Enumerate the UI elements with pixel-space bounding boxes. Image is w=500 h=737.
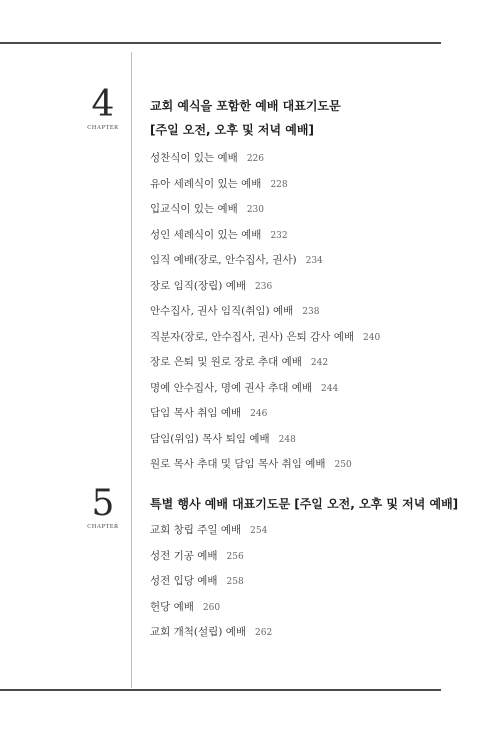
chapter-4-section bbox=[150, 94, 380, 478]
entry-title: 명예 안수집사, 명예 권사 추대 예배 bbox=[150, 381, 313, 394]
entry-page: 234 bbox=[305, 256, 323, 266]
toc-entry[interactable] bbox=[150, 350, 380, 376]
divider-line bbox=[131, 52, 132, 688]
entry-title: 안수집사, 권사 임직(취임) 예배 bbox=[150, 305, 294, 317]
toc-entry[interactable] bbox=[150, 401, 380, 427]
chapter-5-marker bbox=[73, 485, 133, 530]
entry-title: 헌당 예배 bbox=[150, 600, 194, 613]
entry-title: 입교식이 있는 예배 bbox=[150, 203, 238, 215]
entry-title: 성찬식이 있는 예배 bbox=[150, 152, 238, 164]
entry-title: 성인 세례식이 있는 예배 bbox=[150, 228, 262, 241]
entry-title: 장로 은퇴 및 원로 장로 추대 예배 bbox=[150, 356, 302, 368]
entry-title: 장로 임직(장립) 예배 bbox=[150, 279, 247, 292]
top-rule bbox=[0, 42, 441, 44]
toc-entry[interactable] bbox=[150, 569, 458, 595]
entry-page: 254 bbox=[250, 526, 268, 536]
toc-entry[interactable] bbox=[150, 452, 380, 478]
entry-page: 230 bbox=[246, 205, 265, 215]
chapter-5-section bbox=[150, 492, 458, 646]
entry-page: 228 bbox=[270, 179, 288, 190]
chapter-label: CHAPTER bbox=[87, 125, 119, 131]
entry-page: 262 bbox=[255, 628, 273, 638]
toc-entry[interactable] bbox=[150, 325, 380, 351]
toc-entry[interactable] bbox=[150, 274, 380, 300]
entry-page: 250 bbox=[334, 460, 352, 470]
entry-title: 직분자(장로, 안수집사, 권사) 은퇴 감사 예배 bbox=[150, 330, 354, 343]
entry-title: 원로 목사 추대 및 담임 목사 취임 예배 bbox=[150, 458, 326, 470]
chapter-heading: 특별 행사 예배 대표기도문 [주일 오전, 오후 및 저녁 예배] bbox=[150, 497, 459, 511]
entry-title: 유아 세례식이 있는 예배 bbox=[150, 177, 262, 190]
entry-page: 236 bbox=[255, 281, 273, 292]
entry-page: 238 bbox=[302, 307, 320, 317]
toc-entry[interactable] bbox=[150, 544, 458, 570]
chapter-number: 5 bbox=[91, 483, 115, 524]
entry-page: 258 bbox=[226, 577, 244, 587]
toc-entry[interactable] bbox=[150, 146, 380, 172]
chapter-heading: [주일 오전, 오후 및 저녁 예배] bbox=[150, 123, 314, 137]
entry-title: 성전 기공 예배 bbox=[150, 549, 218, 562]
toc-entry[interactable] bbox=[150, 299, 380, 325]
entry-page: 256 bbox=[226, 551, 244, 562]
entry-page: 240 bbox=[363, 332, 381, 343]
chapter-label: CHAPTER bbox=[87, 524, 119, 530]
entry-page: 260 bbox=[202, 602, 221, 613]
toc-entry[interactable] bbox=[150, 518, 458, 544]
toc-entry[interactable] bbox=[150, 620, 458, 646]
toc-entry[interactable] bbox=[150, 172, 380, 198]
chapter-number: 4 bbox=[91, 84, 115, 125]
toc-entry[interactable] bbox=[150, 248, 380, 274]
entry-page: 244 bbox=[321, 383, 339, 394]
bottom-rule bbox=[0, 689, 441, 691]
entry-page: 232 bbox=[270, 230, 288, 241]
entry-page: 246 bbox=[250, 409, 268, 419]
entry-title: 임직 예배(장로, 안수집사, 권사) bbox=[150, 254, 297, 266]
entry-title: 교회 창립 주일 예배 bbox=[150, 524, 242, 536]
toc-entry[interactable] bbox=[150, 376, 380, 402]
toc-entry[interactable] bbox=[150, 427, 380, 453]
toc-entry[interactable] bbox=[150, 197, 380, 223]
entry-page: 248 bbox=[278, 434, 296, 445]
entry-title: 담임 목사 취임 예배 bbox=[150, 407, 242, 419]
toc-entry[interactable] bbox=[150, 223, 380, 249]
chapter-4-marker bbox=[73, 86, 133, 131]
entry-page: 226 bbox=[246, 154, 265, 164]
chapter-heading: 교회 예식을 포함한 예배 대표기도문 bbox=[150, 99, 341, 113]
entry-title: 교회 개척(설립) 예배 bbox=[150, 626, 247, 638]
entry-page: 242 bbox=[310, 358, 329, 368]
entry-title: 성전 입당 예배 bbox=[150, 575, 218, 587]
toc-entry[interactable] bbox=[150, 595, 458, 621]
entry-title: 담임(위임) 목사 퇴임 예배 bbox=[150, 432, 270, 445]
